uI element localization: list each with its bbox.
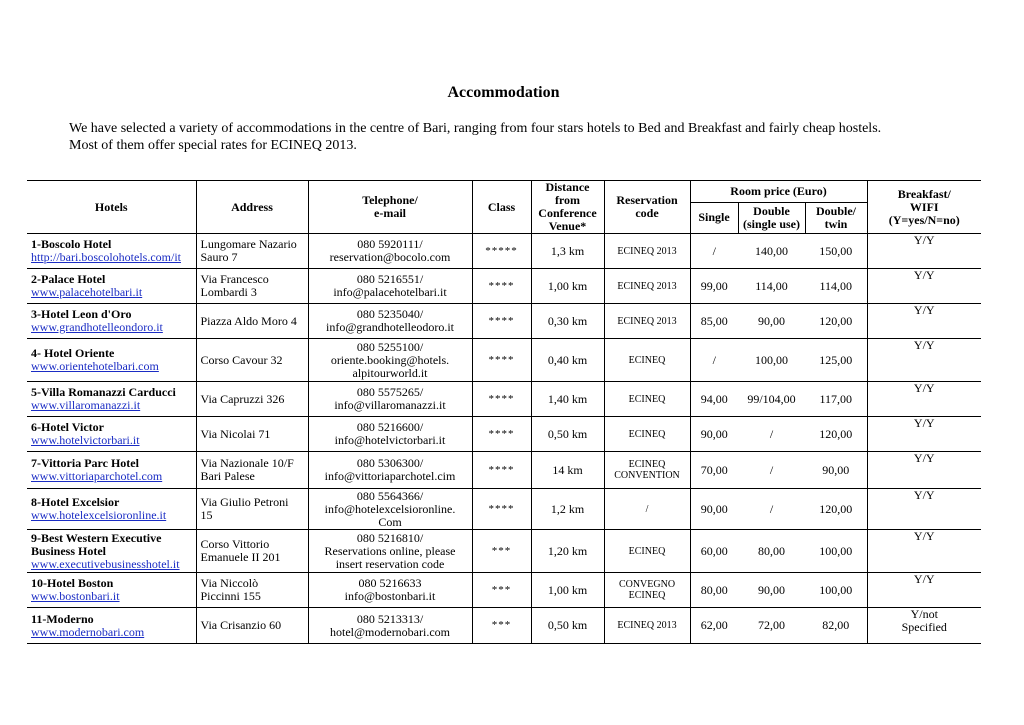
price-double-twin: 114,00: [805, 269, 867, 304]
breakfast-wifi: Y/Y: [913, 338, 935, 352]
hotel-name: 11-Moderno: [31, 611, 94, 626]
price-double-single-use: /: [769, 426, 774, 441]
hotel-reservation-code: CONVEGNO ECINEQ: [604, 573, 690, 608]
hotel-website-link[interactable]: www.executivebusinesshotel.it: [31, 556, 180, 571]
hotel-phone-email: 080 5216810/ Reservations online, please insert reservation code: [308, 530, 472, 573]
header-hotels: Hotels: [27, 181, 196, 234]
hotel-name: 5-Villa Romanazzi Carducci: [31, 385, 176, 399]
hotel-name: 6-Hotel Victor: [31, 420, 104, 434]
price-single: 94,00: [700, 391, 728, 406]
table-row: [27, 608, 981, 644]
price-single: 62,00: [700, 618, 728, 632]
header-double-single-use: Double (single use): [738, 202, 805, 233]
hotel-website-link[interactable]: www.bostonbari.it: [31, 589, 120, 603]
price-double-single-use: /: [769, 462, 774, 477]
hotel-phone-email: 080 5213313/ hotel@modernobari.com: [308, 608, 472, 644]
table-row: [27, 489, 981, 530]
hotel-address: Via Crisanzio 60: [196, 608, 308, 644]
hotel-cell: [27, 269, 196, 304]
hotel-class: ****: [472, 489, 531, 530]
hotel-address: Via Nazionale 10/F Bari Palese: [196, 452, 308, 489]
price-double-single-use: 140,00: [755, 243, 788, 258]
hotel-name: 2-Palace Hotel: [31, 272, 106, 286]
hotel-name: 4- Hotel Oriente: [31, 346, 115, 360]
hotel-reservation-code: /: [604, 489, 690, 530]
table-row: [27, 339, 981, 382]
table-row: [27, 417, 981, 452]
hotel-address: Via Nicolai 71: [196, 417, 308, 452]
intro-line-1: We have selected a variety of accommodations in the centre of Bari, ranging from four stars hotels to Bed and Breakfast and fairly cheap hostels.: [69, 121, 882, 136]
header-room-price: Room price (Euro): [690, 181, 867, 203]
hotel-distance: 0,30 km: [531, 304, 604, 339]
price-single: 60,00: [700, 543, 728, 558]
hotel-cell: [27, 530, 196, 573]
hotel-distance: 0,50 km: [531, 608, 604, 644]
hotel-reservation-code: ECINEQ 2013: [604, 234, 690, 269]
hotel-name: 7-Vittoria Parc Hotel: [31, 456, 139, 470]
hotel-class: ****: [472, 382, 531, 417]
hotel-address: Piazza Aldo Moro 4: [196, 304, 308, 339]
breakfast-wifi: Y/Y: [913, 451, 935, 465]
price-double-single-use: 114,00: [755, 278, 788, 293]
hotel-phone-email: 080 5235040/ info@grandhotelleodoro.it: [308, 304, 472, 339]
price-double-single-use: 90,00: [758, 582, 785, 597]
hotel-reservation-code: ECINEQ: [604, 530, 690, 573]
hotel-class: ***: [472, 573, 531, 608]
hotel-class: ****: [472, 269, 531, 304]
hotel-reservation-code: ECINEQ CONVENTION: [604, 452, 690, 489]
price-double-twin: 125,00: [805, 339, 867, 382]
price-single: 90,00: [700, 501, 728, 516]
hotel-distance: 1,20 km: [531, 530, 604, 573]
breakfast-wifi: Y/Y: [913, 529, 935, 543]
hotel-cell: [27, 489, 196, 530]
hotel-website-link[interactable]: www.hotelexcelsioronline.it: [31, 508, 167, 522]
hotel-phone-email: 080 5216633 info@bostonbari.it: [308, 573, 472, 608]
header-breakfast-wifi: Breakfast/ WIFI (Y=yes/N=no): [867, 181, 981, 234]
header-class: Class: [472, 181, 531, 234]
hotel-phone-email: 080 5306300/ info@vittoriaparchotel.cim: [308, 452, 472, 489]
breakfast-wifi: Y/Y: [913, 233, 935, 247]
hotel-class: ****: [472, 452, 531, 489]
price-single: 99,00: [700, 278, 728, 293]
hotel-phone-email: 080 5216600/ info@hotelvictorbari.it: [308, 417, 472, 452]
price-double-twin: 117,00: [805, 382, 867, 417]
price-double-single-use: 99/104,00: [747, 391, 796, 406]
hotel-cell: [27, 417, 196, 452]
price-double-single-use: 90,00: [758, 313, 785, 328]
table-row: [27, 452, 981, 489]
hotel-address: Via Francesco Lombardi 3: [196, 269, 308, 304]
page-title: Accommodation: [447, 84, 560, 101]
accommodation-table: [27, 180, 981, 644]
hotel-name: 1-Boscolo Hotel: [31, 237, 112, 251]
hotel-class: *****: [472, 234, 531, 269]
hotel-website-link[interactable]: http://bari.boscolohotels.com/it: [31, 250, 181, 264]
hotel-website-link[interactable]: www.palacehotelbari.it: [31, 285, 143, 299]
price-double-twin: 120,00: [805, 304, 867, 339]
hotel-website-link[interactable]: www.hotelvictorbari.it: [31, 433, 140, 447]
hotel-cell: [27, 452, 196, 489]
breakfast-wifi: Y/Y: [913, 488, 935, 502]
hotel-name: 10-Hotel Boston: [31, 576, 114, 590]
hotel-distance: 0,50 km: [531, 417, 604, 452]
hotel-cell: [27, 573, 196, 608]
price-single: /: [712, 243, 716, 258]
breakfast-wifi: Y/Y: [913, 303, 935, 317]
hotel-name: 3-Hotel Leon d'Oro: [31, 307, 132, 321]
hotel-phone-email: 080 5564366/ info@hotelexcelsioronline. Com: [308, 489, 472, 530]
header-double-twin: Double/ twin: [805, 202, 867, 233]
intro-text: [69, 120, 969, 154]
hotel-phone-email: 080 5216551/ info@palacehotelbari.it: [308, 269, 472, 304]
hotel-website-link[interactable]: www.grandhotelleondoro.it: [31, 320, 163, 334]
hotel-reservation-code: ECINEQ: [604, 382, 690, 417]
hotel-cell: [27, 234, 196, 269]
hotel-name: 8-Hotel Excelsior: [31, 495, 120, 509]
breakfast-wifi: Y/Y: [913, 381, 935, 395]
price-single: 80,00: [700, 582, 728, 597]
price-single: 90,00: [700, 426, 728, 441]
header-distance: Distance from Conference Venue*: [531, 181, 604, 234]
hotel-cell: [27, 339, 196, 382]
price-double-twin: 120,00: [805, 489, 867, 530]
hotel-distance: 1,00 km: [531, 573, 604, 608]
header-address: Address: [196, 181, 308, 234]
price-double-single-use: 100,00: [755, 352, 788, 367]
hotel-address: Via Niccolò Piccinni 155: [196, 573, 308, 608]
hotel-reservation-code: ECINEQ 2013: [604, 304, 690, 339]
hotel-address: Via Giulio Petroni 15: [196, 489, 308, 530]
hotel-distance: 1,00 km: [531, 269, 604, 304]
hotel-class: ***: [472, 608, 531, 644]
hotel-address: Lungomare Nazario Sauro 7: [196, 234, 308, 269]
price-double-twin: 120,00: [805, 417, 867, 452]
price-double-twin: 82,00: [805, 608, 867, 644]
hotel-cell: [27, 382, 196, 417]
table-row: [27, 269, 981, 304]
hotel-phone-email: 080 5255100/ oriente.booking@hotels. alpitourworld.it: [308, 339, 472, 382]
hotel-website-link[interactable]: www.modernobari.com: [31, 624, 145, 639]
hotel-class: ****: [472, 417, 531, 452]
breakfast-wifi: Y/Y: [913, 572, 935, 586]
hotel-distance: 1,3 km: [531, 234, 604, 269]
hotel-website-link[interactable]: www.orientehotelbari.com: [31, 359, 159, 373]
price-double-twin: 150,00: [805, 234, 867, 269]
hotel-address: Corso Cavour 32: [196, 339, 308, 382]
hotel-address: Corso Vittorio Emanuele II 201: [196, 530, 308, 573]
breakfast-wifi: Y/Y: [913, 416, 935, 430]
hotel-class: ***: [472, 530, 531, 573]
price-double-twin: 100,00: [805, 530, 867, 573]
table-row: [27, 382, 981, 417]
table-row: [27, 304, 981, 339]
hotel-reservation-code: ECINEQ: [604, 417, 690, 452]
hotel-reservation-code: ECINEQ: [604, 339, 690, 382]
breakfast-wifi: Y/not Specified: [901, 607, 947, 634]
price-double-single-use: 72,00: [758, 618, 785, 632]
hotel-distance: 14 km: [531, 452, 604, 489]
hotel-reservation-code: ECINEQ 2013: [604, 608, 690, 644]
hotel-distance: 1,40 km: [531, 382, 604, 417]
hotel-cell: [27, 304, 196, 339]
hotel-name: 9-Best Western Executive Business Hotel: [31, 530, 162, 558]
price-double-single-use: /: [769, 501, 774, 516]
table-row: [27, 234, 981, 269]
breakfast-wifi: Y/Y: [913, 268, 935, 282]
hotel-website-link[interactable]: www.villaromanazzi.it: [31, 398, 141, 412]
hotel-address: Via Capruzzi 326: [196, 382, 308, 417]
price-single: 70,00: [700, 462, 728, 477]
intro-line-2: Most of them offer special rates for ECINEQ 2013.: [69, 138, 357, 153]
price-double-single-use: 80,00: [758, 543, 785, 558]
price-double-twin: 90,00: [805, 452, 867, 489]
header-single: Single: [690, 202, 738, 233]
hotel-phone-email: 080 5920111/ reservation@bocolo.com: [308, 234, 472, 269]
table-row: [27, 573, 981, 608]
hotel-phone-email: 080 5575265/ info@villaromanazzi.it: [308, 382, 472, 417]
hotel-cell: [27, 608, 196, 644]
hotel-reservation-code: ECINEQ 2013: [604, 269, 690, 304]
price-double-twin: 100,00: [805, 573, 867, 608]
hotel-website-link[interactable]: www.vittoriaparchotel.com: [31, 469, 163, 483]
hotel-distance: 0,40 km: [531, 339, 604, 382]
price-single: /: [712, 352, 716, 367]
price-single: 85,00: [700, 313, 728, 328]
header-telephone: Telephone/ e-mail: [308, 181, 472, 234]
hotel-class: ****: [472, 339, 531, 382]
table-row: [27, 530, 981, 573]
hotel-class: ****: [472, 304, 531, 339]
header-reservation-code: Reservation code: [604, 181, 690, 234]
hotel-distance: 1,2 km: [531, 489, 604, 530]
